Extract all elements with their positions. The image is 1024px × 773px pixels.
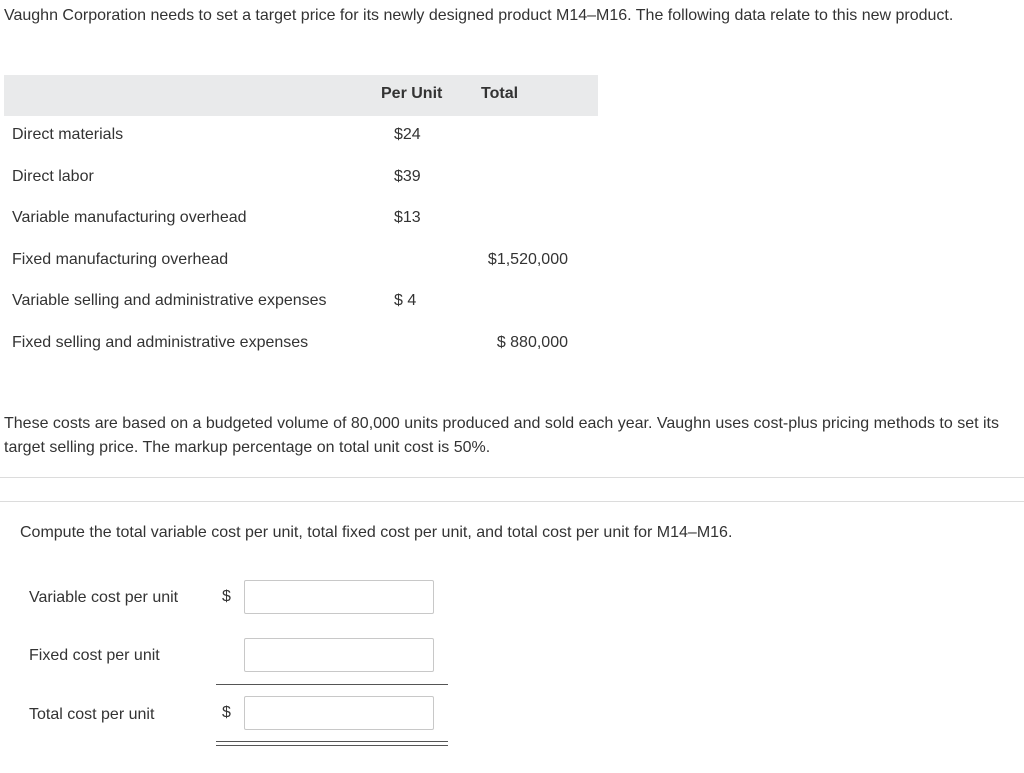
table-row bbox=[4, 199, 598, 241]
total-cost-input[interactable] bbox=[244, 696, 434, 730]
row-total: $ 880,000 bbox=[496, 333, 568, 351]
total-header: Total bbox=[481, 85, 519, 102]
table-row bbox=[4, 324, 598, 366]
cost-data-table bbox=[4, 75, 598, 365]
double-underline-bottom bbox=[216, 745, 448, 746]
variable-cost-input[interactable] bbox=[244, 580, 434, 614]
per-unit-header: Per Unit bbox=[381, 85, 443, 102]
row-label: Direct materials bbox=[12, 126, 124, 143]
row-per-unit: $24 bbox=[394, 126, 421, 143]
sum-underline bbox=[216, 684, 448, 685]
budget-note-paragraph: These costs are based on a budgeted volume of 80,000 units produced and sold each year. Vaughn uses cost-plus pricing methods to set its target selling price. The markup percentage on total unit cost is 50%. bbox=[4, 415, 999, 456]
row-label: Direct labor bbox=[12, 167, 94, 185]
row-per-unit: $39 bbox=[394, 167, 421, 185]
table-header bbox=[4, 75, 598, 116]
fixed-cost-input[interactable] bbox=[244, 638, 434, 672]
variable-currency-sign: $ bbox=[222, 588, 231, 605]
section-divider bbox=[0, 477, 1024, 478]
row-per-unit: $ 4 bbox=[394, 292, 417, 309]
table-row bbox=[4, 116, 598, 158]
table-row bbox=[4, 282, 598, 324]
row-total: $1,520,000 bbox=[487, 250, 568, 268]
table-row bbox=[4, 158, 598, 200]
row-label: Variable manufacturing overhead bbox=[12, 209, 247, 226]
row-per-unit: $13 bbox=[394, 209, 421, 226]
question-prompt: Compute the total variable cost per unit, total fixed cost per unit, and total cost per unit for M14–M16. bbox=[20, 524, 733, 541]
variable-cost-label: Variable cost per unit bbox=[29, 589, 179, 606]
row-label: Variable selling and administrative expenses bbox=[12, 292, 327, 309]
intro-paragraph: Vaughn Corporation needs to set a target price for its newly designed product M14–M16. The following data relate to this new product. bbox=[4, 7, 954, 24]
row-label: Fixed manufacturing overhead bbox=[12, 250, 229, 268]
table-row bbox=[4, 241, 598, 283]
fixed-cost-label: Fixed cost per unit bbox=[29, 647, 160, 664]
double-underline-top bbox=[216, 741, 448, 742]
total-currency-sign: $ bbox=[222, 704, 231, 721]
row-label: Fixed selling and administrative expenses bbox=[12, 333, 309, 351]
total-cost-label: Total cost per unit bbox=[29, 706, 155, 723]
section-divider bbox=[0, 501, 1024, 502]
